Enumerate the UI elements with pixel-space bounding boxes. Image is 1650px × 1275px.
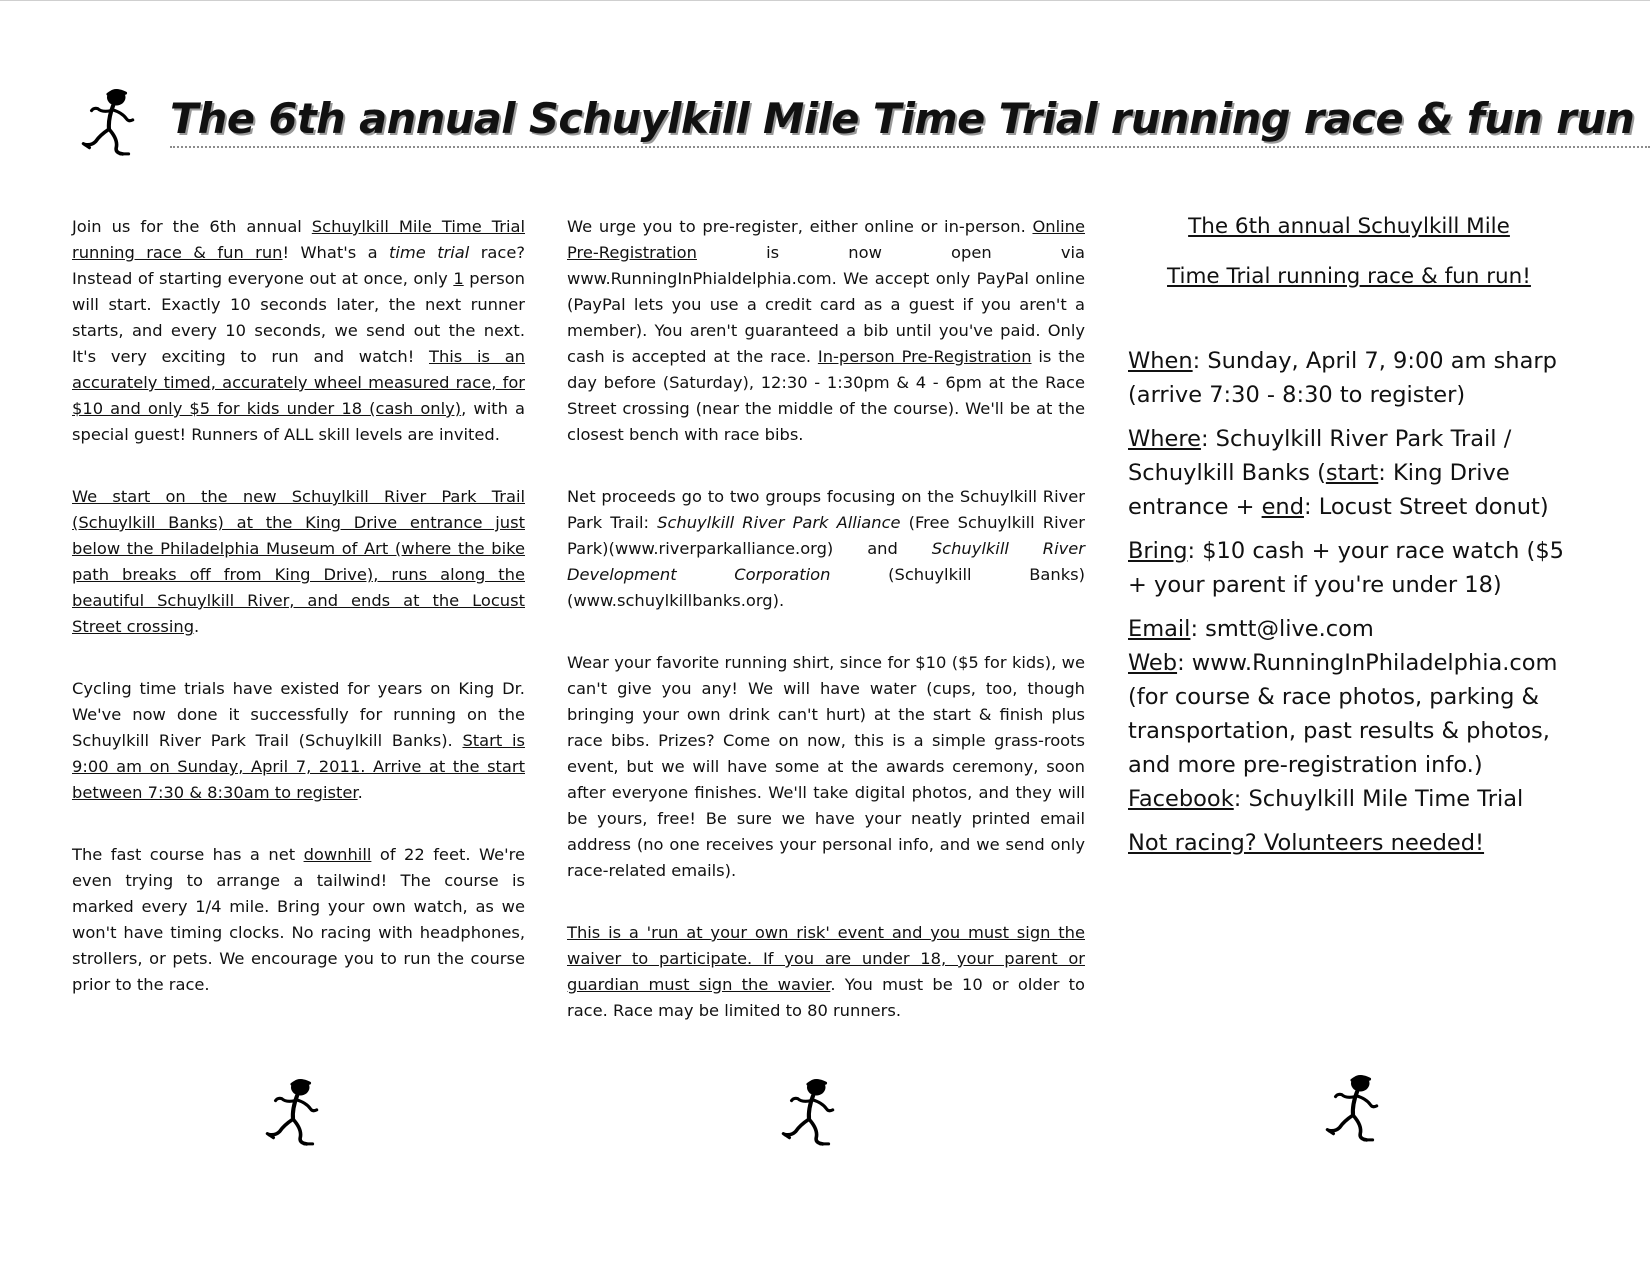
facebook-text: : Schuylkill Mile Time Trial <box>1233 786 1524 812</box>
facebook-info <box>1128 782 1570 816</box>
proceeds-paragraph <box>567 484 1085 614</box>
bring-label: Bring <box>1128 538 1188 564</box>
where-start: start <box>1325 460 1379 486</box>
email-label: Email <box>1128 616 1191 642</box>
price-info: This is an accurately timed, accurately wheel measured race, for $10 and only $5 for kids under 18 (cash only) <box>72 347 525 418</box>
text: race? Instead of starting everyone out at once, only <box>72 243 525 288</box>
corporation-name: Schuylkill River Development Corporation <box>567 539 1085 584</box>
race-name: Schuylkill Mile Time Trial running race & fun run <box>72 217 525 262</box>
column-right <box>1128 214 1570 860</box>
summary-heading-line2: Time Trial running race & fun run! <box>1167 264 1531 289</box>
running-man-icon <box>778 1078 838 1148</box>
header <box>78 88 1635 158</box>
where-info <box>1128 422 1570 524</box>
text: is the day before (Saturday), 12:30 - 1:30pm & 4 - 6pm at the Race Street crossing (near the middle of the course). We'll be at the closest bench with race bibs. <box>567 347 1086 444</box>
in-person-registration: In-person Pre-Registration <box>817 347 1032 366</box>
top-border <box>0 0 1650 1</box>
history-paragraph <box>72 676 525 806</box>
web-label: Web <box>1128 650 1178 676</box>
text: Wear your favorite running shirt, since for $10 ($5 for kids), we can't give you any! We will have water (cups, too, though bringing your own drink can't hurt) at the start & finish plus race bibs. Prizes? Come on now, this is a simple grass-roots event, but we will have some at the awards ceremony, soon after everyone finishes. We'll take digital photos, and they will be yours, free! Be sure we have your neatly printed email address (no one receives your personal info, and we send only race-related emails). <box>567 653 1085 880</box>
text: . <box>194 617 200 636</box>
when-info <box>1128 344 1570 412</box>
fast-course-paragraph <box>72 842 525 998</box>
text: (Schuylkill Banks)(www.schuylkillbanks.org). <box>567 565 1085 610</box>
running-man-icon <box>1322 1074 1382 1144</box>
text: Join us for the 6th annual <box>72 217 312 236</box>
email-text: : smtt@live.com <box>1190 616 1374 642</box>
text: We urge you to pre-register, either online or in-person. <box>567 217 1033 236</box>
time-trial-term: time trial <box>389 243 470 262</box>
waiver-notice: This is a 'run at your own risk' event and you must sign the waiver to participate. If you are under 18, your parent or guardian must sign the wavier <box>567 923 1085 994</box>
column-middle <box>567 214 1085 1060</box>
text: , with a special guest! Runners of ALL skill levels are invited. <box>72 399 526 444</box>
one-person: 1 <box>453 269 464 288</box>
summary-heading <box>1128 214 1570 290</box>
text: Cycling time trials have existed for years on King Dr. We've now done it successfully for running on the Schuylkill River Park Trail (Schuylkill Banks). <box>72 679 525 750</box>
registration-paragraph <box>567 214 1085 448</box>
text: . You must be 10 or older to race. Race may be limited to 80 runners. <box>567 975 1086 1020</box>
column-left <box>72 214 525 1034</box>
text: : Schuylkill River Park Trail / Schuylkill Banks ( <box>1128 426 1512 486</box>
running-man-icon <box>78 88 138 158</box>
course-description: We start on the new Schuylkill River Park Trail (Schuylkill Banks) at the King Drive entrance just below the Philadelphia Museum of Art (where the bike path breaks off from King Drive), runs along the beautiful Schuylkill River, and ends at the Locust Street crossing <box>72 487 525 636</box>
text: person will start. Exactly 10 seconds later, the next runner starts, and every 10 seconds, we send out the next. It's very exciting to run and watch! <box>72 269 525 366</box>
text: The fast course has a net <box>72 845 304 864</box>
text: is now open via www.RunningInPhialdelphia.com. We accept only PayPal online (PayPal lets you use a credit card as a guest if you aren't a member). You aren't guaranteed a bib until you've paid. Only cash is accepted at the race. <box>567 243 1085 366</box>
text: (Free Schuylkill River Park)(www.riverparkalliance.org) and <box>567 513 1085 558</box>
text: of 22 feet. We're even trying to arrange a tailwind! The course is marked every 1/4 mile. Bring your own watch, as we won't have timing clocks. No racing with headphones, strollers, or pets. We encourage you to run the course prior to the race. <box>72 845 525 994</box>
summary-heading-line1: The 6th annual Schuylkill Mile <box>1188 214 1510 239</box>
text: : King Drive entrance + <box>1128 460 1510 520</box>
downhill-term: downhill <box>303 845 372 864</box>
running-man-icon <box>262 1078 322 1148</box>
email-info <box>1128 612 1570 646</box>
where-label: Where <box>1128 426 1201 452</box>
bring-info <box>1128 534 1570 602</box>
shirt-paragraph <box>567 650 1085 884</box>
bring-text: : $10 cash + your race watch ($5 + your parent if you're under 18) <box>1128 538 1564 598</box>
start-time: Start is 9:00 am on Sunday, April 7, 2011. Arrive at the start between 7:30 & 8:30am to register <box>72 731 525 802</box>
web-text: : www.RunningInPhiladelphia.com (for course & race photos, parking & transportation, past results & photos, and more pre-registration info.) <box>1128 650 1558 778</box>
intro-paragraph <box>72 214 525 448</box>
text: : Locust Street donut) <box>1303 494 1549 520</box>
facebook-label: Facebook <box>1128 786 1234 812</box>
volunteers-note: Not racing? Volunteers needed! <box>1128 830 1485 856</box>
when-text: : Sunday, April 7, 9:00 am sharp (arrive 7:30 - 8:30 to register) <box>1128 348 1557 408</box>
where-end: end <box>1261 494 1304 520</box>
text: . <box>357 783 363 802</box>
waiver-paragraph <box>567 920 1085 1024</box>
course-paragraph <box>72 484 525 640</box>
text: Net proceeds go to two groups focusing on the Schuylkill River Park Trail: <box>567 487 1085 532</box>
online-registration: Online Pre-Registration <box>567 217 1085 262</box>
web-info <box>1128 646 1570 782</box>
alliance-name: Schuylkill River Park Alliance <box>657 513 901 532</box>
text: ! What's a <box>282 243 389 262</box>
page-title: The 6th annual Schuylkill Mile Time Trial running race & fun run <box>170 94 1650 148</box>
when-label: When <box>1128 348 1193 374</box>
